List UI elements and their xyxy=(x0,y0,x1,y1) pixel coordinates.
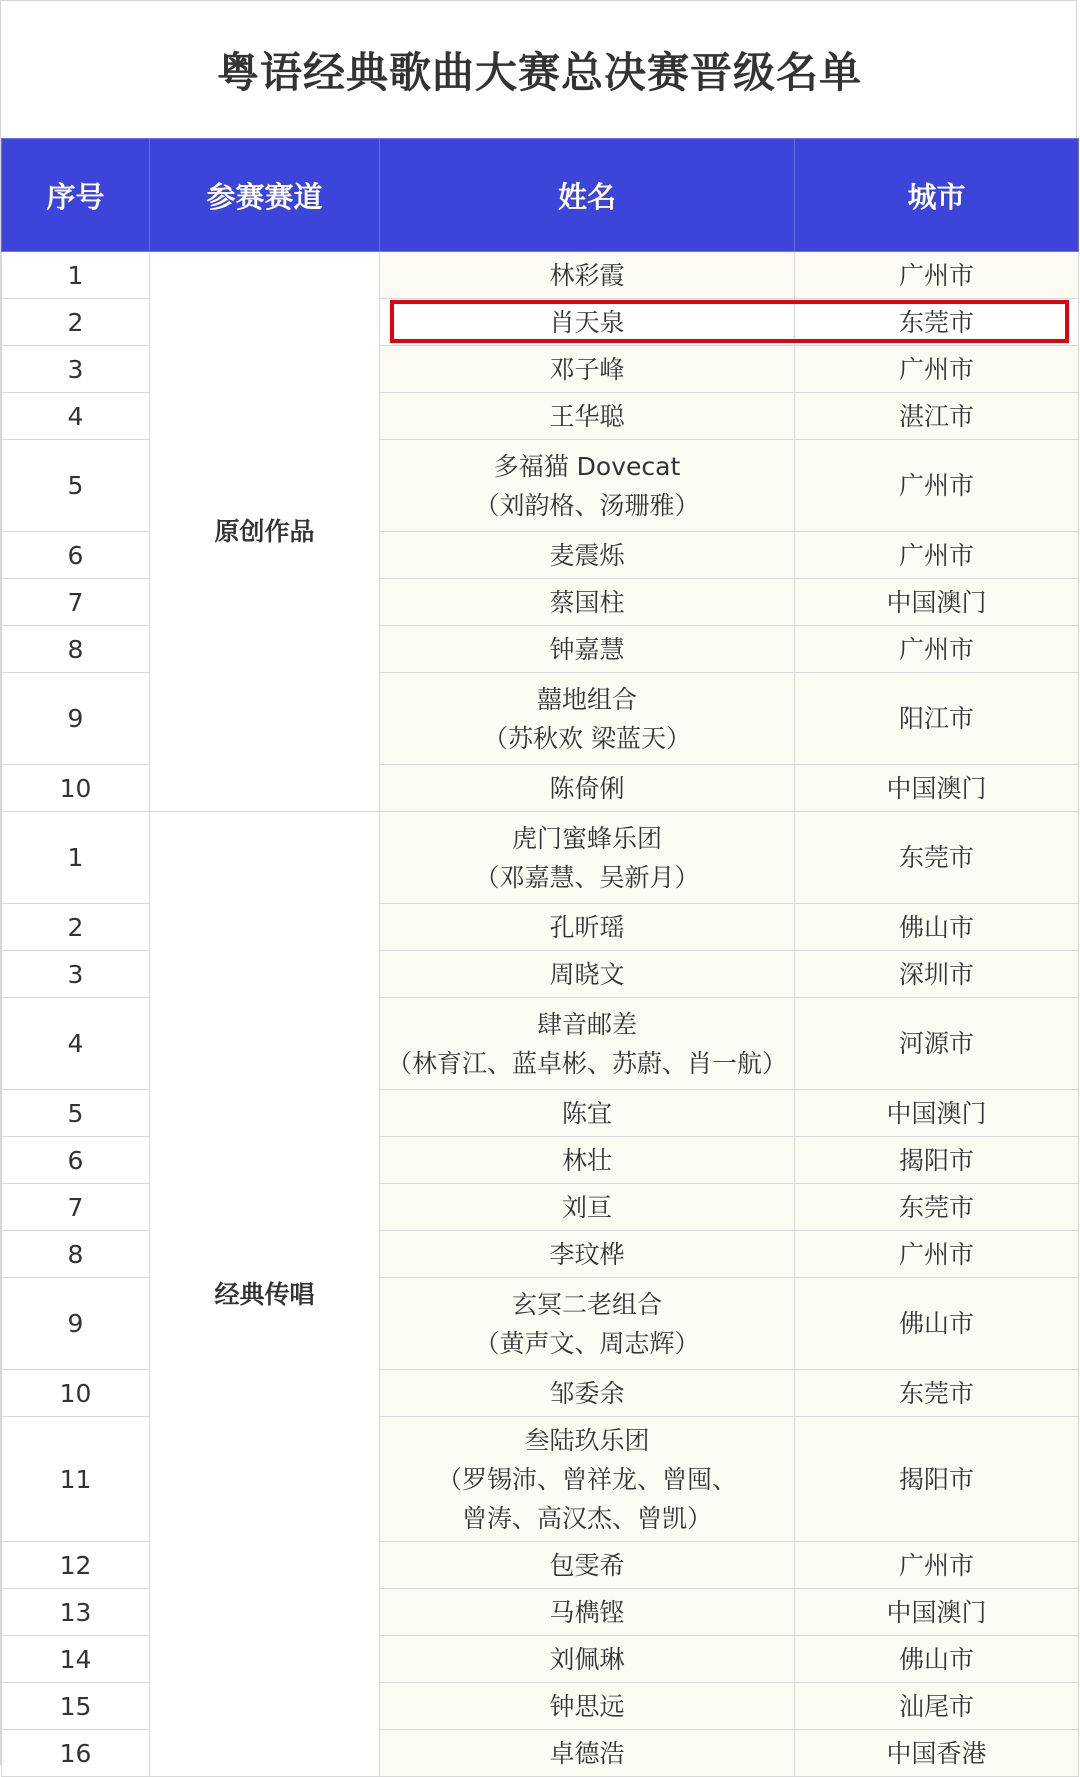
row-seq: 12 xyxy=(2,1542,150,1589)
row-name: 蔡国柱 xyxy=(380,579,795,626)
row-seq: 13 xyxy=(2,1589,150,1636)
row-name: 刘亘 xyxy=(380,1184,795,1231)
row-city: 中国澳门 xyxy=(795,1589,1079,1636)
row-city: 广州市 xyxy=(795,626,1079,673)
row-city: 广州市 xyxy=(795,1542,1079,1589)
row-city: 东莞市 xyxy=(795,1184,1079,1231)
row-name: 孔昕瑶 xyxy=(380,904,795,951)
row-seq: 3 xyxy=(2,951,150,998)
row-name: 刘佩琳 xyxy=(380,1636,795,1683)
row-name xyxy=(380,440,795,532)
name-line: 囍地组合 xyxy=(536,684,637,714)
row-city: 佛山市 xyxy=(795,1636,1079,1683)
row-city: 河源市 xyxy=(795,998,1079,1090)
row-name: 林彩霞 xyxy=(380,252,795,299)
row-seq: 14 xyxy=(2,1636,150,1683)
row-city: 中国澳门 xyxy=(795,579,1079,626)
row-city: 揭阳市 xyxy=(795,1137,1079,1184)
track-cell-original: 原创作品 xyxy=(150,252,380,812)
row-seq: 5 xyxy=(2,440,150,532)
row-seq: 6 xyxy=(2,1137,150,1184)
row-name: 邓子峰 xyxy=(380,346,795,393)
row-seq: 1 xyxy=(2,252,150,299)
row-name: 邹委余 xyxy=(380,1370,795,1417)
row-name: 卓德浩 xyxy=(380,1730,795,1777)
name-members: （苏秋欢 梁蓝天） xyxy=(483,723,691,753)
header-name: 姓名 xyxy=(380,139,795,252)
row-seq: 7 xyxy=(2,579,150,626)
row-city: 佛山市 xyxy=(795,904,1079,951)
row-name: 李玟桦 xyxy=(380,1231,795,1278)
name-members: （罗锡沛、曾祥龙、曾囤、 xyxy=(436,1464,737,1494)
name-members: （邓嘉慧、吴新月） xyxy=(474,862,700,892)
row-name xyxy=(380,1417,795,1542)
row-city: 佛山市 xyxy=(795,1278,1079,1370)
row-city: 汕尾市 xyxy=(795,1683,1079,1730)
row-seq: 4 xyxy=(2,393,150,440)
finalists-table xyxy=(1,138,1079,1777)
row-seq: 4 xyxy=(2,998,150,1090)
row-name xyxy=(380,1278,795,1370)
row-city: 广州市 xyxy=(795,440,1079,532)
name-members: （刘韵格、汤珊雅） xyxy=(474,490,700,520)
row-city: 中国澳门 xyxy=(795,765,1079,812)
header-track: 参赛赛道 xyxy=(150,139,380,252)
page-title: 粤语经典歌曲大赛总决赛晋级名单 xyxy=(216,47,862,97)
row-city: 广州市 xyxy=(795,252,1079,299)
row-name: 麦震烁 xyxy=(380,532,795,579)
row-city: 中国香港 xyxy=(795,1730,1079,1777)
row-name: 陈倚俐 xyxy=(380,765,795,812)
name-members: （黄声文、周志辉） xyxy=(474,1328,700,1358)
row-seq: 10 xyxy=(2,1370,150,1417)
name-members: 曾涛、高汉杰、曾凯） xyxy=(461,1503,712,1533)
row-city: 中国澳门 xyxy=(795,1090,1079,1137)
row-seq: 8 xyxy=(2,1231,150,1278)
row-city: 湛江市 xyxy=(795,393,1079,440)
row-seq: 6 xyxy=(2,532,150,579)
track-cell-classic: 经典传唱 xyxy=(150,812,380,1777)
table-row xyxy=(2,812,1079,904)
row-seq: 7 xyxy=(2,1184,150,1231)
row-seq: 15 xyxy=(2,1683,150,1730)
table-header-row xyxy=(2,139,1079,252)
row-seq: 9 xyxy=(2,1278,150,1370)
row-city: 东莞市 xyxy=(795,812,1079,904)
header-city: 城市 xyxy=(795,139,1079,252)
row-seq: 3 xyxy=(2,346,150,393)
row-city: 东莞市 xyxy=(795,299,1079,346)
row-name: 肖天泉 xyxy=(380,299,795,346)
row-seq: 2 xyxy=(2,299,150,346)
row-seq: 5 xyxy=(2,1090,150,1137)
row-name: 周晓文 xyxy=(380,951,795,998)
row-name: 钟思远 xyxy=(380,1683,795,1730)
row-city: 广州市 xyxy=(795,1231,1079,1278)
row-city: 深圳市 xyxy=(795,951,1079,998)
row-city: 广州市 xyxy=(795,532,1079,579)
row-name: 林壮 xyxy=(380,1137,795,1184)
name-line: 肆音邮差 xyxy=(536,1009,637,1039)
row-name xyxy=(380,812,795,904)
row-seq: 9 xyxy=(2,673,150,765)
name-line: 多福猫 Dovecat xyxy=(493,451,681,481)
row-seq: 11 xyxy=(2,1417,150,1542)
row-seq: 8 xyxy=(2,626,150,673)
row-name xyxy=(380,673,795,765)
table-row xyxy=(2,252,1079,299)
name-line: 叁陆玖乐团 xyxy=(524,1425,650,1455)
row-seq: 1 xyxy=(2,812,150,904)
row-seq: 16 xyxy=(2,1730,150,1777)
name-members: （林育江、蓝卓彬、苏蔚、肖一航） xyxy=(386,1048,787,1078)
row-city: 揭阳市 xyxy=(795,1417,1079,1542)
row-seq: 10 xyxy=(2,765,150,812)
row-name: 钟嘉慧 xyxy=(380,626,795,673)
header-seq: 序号 xyxy=(2,139,150,252)
row-name xyxy=(380,998,795,1090)
row-name: 包雯希 xyxy=(380,1542,795,1589)
row-name: 王华聪 xyxy=(380,393,795,440)
name-line: 虎门蜜蜂乐团 xyxy=(511,823,662,853)
row-seq: 2 xyxy=(2,904,150,951)
row-city: 东莞市 xyxy=(795,1370,1079,1417)
row-name: 马檇铿 xyxy=(380,1589,795,1636)
row-name: 陈宜 xyxy=(380,1090,795,1137)
name-line: 玄冥二老组合 xyxy=(511,1289,662,1319)
row-city: 阳江市 xyxy=(795,673,1079,765)
row-city: 广州市 xyxy=(795,346,1079,393)
